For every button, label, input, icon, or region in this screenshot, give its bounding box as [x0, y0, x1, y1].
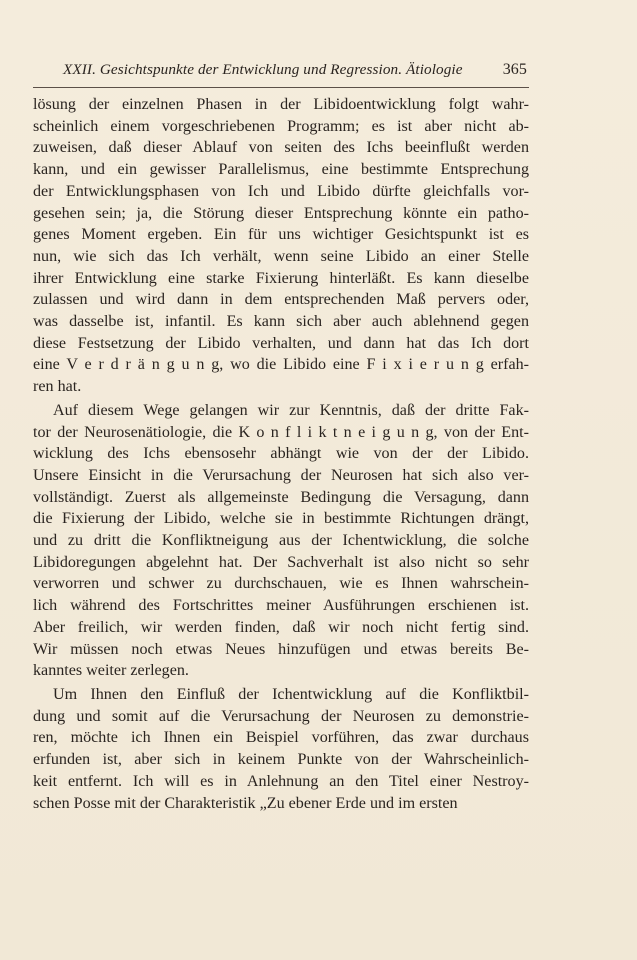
text-line: die Fixierung der Libido, welche sie in bestimmte Richtungen drängt,: [33, 510, 529, 528]
text-line: nun, wie sich das Ich verhält, wenn seine Libido an einer Stelle: [33, 247, 529, 265]
text-line: und zu dritt die Konfliktneigung aus der Ichentwicklung, die solche: [33, 532, 529, 550]
text-line: gesehen sein; ja, die Störung dieser Entsprechung könnte ein patho-: [33, 204, 529, 222]
text-line: keit entfernt. Ich will es in Anlehnung an den Titel einer Nestroy-: [33, 772, 529, 790]
text-line: Aber freilich, wir werden finden, daß wir noch nicht fertig sind.: [33, 618, 529, 636]
text-line: ren, möchte ich Ihnen ein Beispiel vorführen, das zwar durchaus: [33, 729, 529, 747]
paragraph: [33, 400, 529, 682]
chapter-title: XXII. Gesichtspunkte der Entwicklung und Regression. Ätiologie: [63, 61, 463, 78]
text-line: lich während des Fortschrittes meiner Ausführungen erschienen ist.: [33, 597, 529, 615]
text-line: zuweisen, daß dieser Ablauf von seiten des Ichs beeinflußt werden: [33, 139, 529, 157]
text-line: Unsere Einsicht in die Verursachung der Neurosen hat sich also ver-: [33, 466, 529, 484]
text-line: wicklung des Ichs ebensosehr abhängt wie von der der Libido.: [33, 445, 529, 463]
text-line: Um Ihnen den Einfluß der Ichentwicklung auf die Konfliktbil-: [53, 685, 529, 703]
text-line: verworren und schwer zu durchschauen, wie es Ihnen wahrschein-: [33, 575, 529, 593]
header-rule: [33, 87, 529, 88]
text-line: eine V e r d r ä n g u n g, wo die Libido eine F i x i e r u n g erfah-: [33, 356, 529, 374]
text-line: Auf diesem Wege gelangen wir zur Kenntnis, daß der dritte Fak-: [53, 401, 529, 419]
text-line: erfunden ist, aber sich in keinem Punkte von der Wahrscheinlich-: [33, 751, 529, 769]
text-line: Libidoregungen abgelehnt hat. Der Sachverhalt ist also nicht so sehr: [33, 553, 529, 571]
text-line: zulassen und wird dann in dem entsprechenden Maß pervers oder,: [33, 291, 529, 309]
text-line: dung und somit auf die Verursachung der Neurosen zu demonstrie-: [33, 707, 529, 725]
text-line: diese Festsetzung der Libido verhalten, und dann hat das Ich dort: [33, 334, 529, 352]
text-line: tor der Neurosenätiologie, die K o n f l i k t n e i g u n g, von der Ent-: [33, 423, 529, 441]
text-line: kanntes weiter zerlegen.: [33, 662, 189, 680]
text-line: kann, und ein gewisser Parallelismus, eine bestimmte Entsprechung: [33, 161, 529, 179]
paragraph: [33, 94, 529, 398]
text-line: der Entwicklungsphasen von Ich und Libido dürfte gleichfalls vor-: [33, 182, 529, 200]
text-line: ihrer Entwicklung eine starke Fixierung hinterläßt. Es kann dieselbe: [33, 269, 529, 287]
text-line: ren hat.: [33, 378, 82, 396]
text-line: was dasselbe ist, infantil. Es kann sich aber auch ablehnend gegen: [33, 313, 529, 331]
text-line: schen Posse mit der Charakteristik „Zu ebener Erde und im ersten: [33, 794, 458, 812]
text-line: Wir müssen noch etwas Neues hinzufügen und etwas bereits Be-: [33, 640, 529, 658]
text-line: vollständigt. Zuerst als allgemeinste Bedingung die Versagung, dann: [33, 488, 529, 506]
paragraph: [33, 684, 529, 814]
running-head: [63, 61, 527, 85]
page-number: 365: [502, 61, 527, 78]
text-line: lösung der einzelnen Phasen in der Libidoentwicklung folgt wahr-: [33, 96, 529, 113]
text-line: scheinlich einem vorgeschriebenen Programm; es ist aber nicht ab-: [33, 117, 529, 135]
body-text: [33, 94, 529, 814]
text-line: genes Moment ergeben. Ein für uns wichtiger Gesichtspunkt ist es: [33, 226, 529, 244]
